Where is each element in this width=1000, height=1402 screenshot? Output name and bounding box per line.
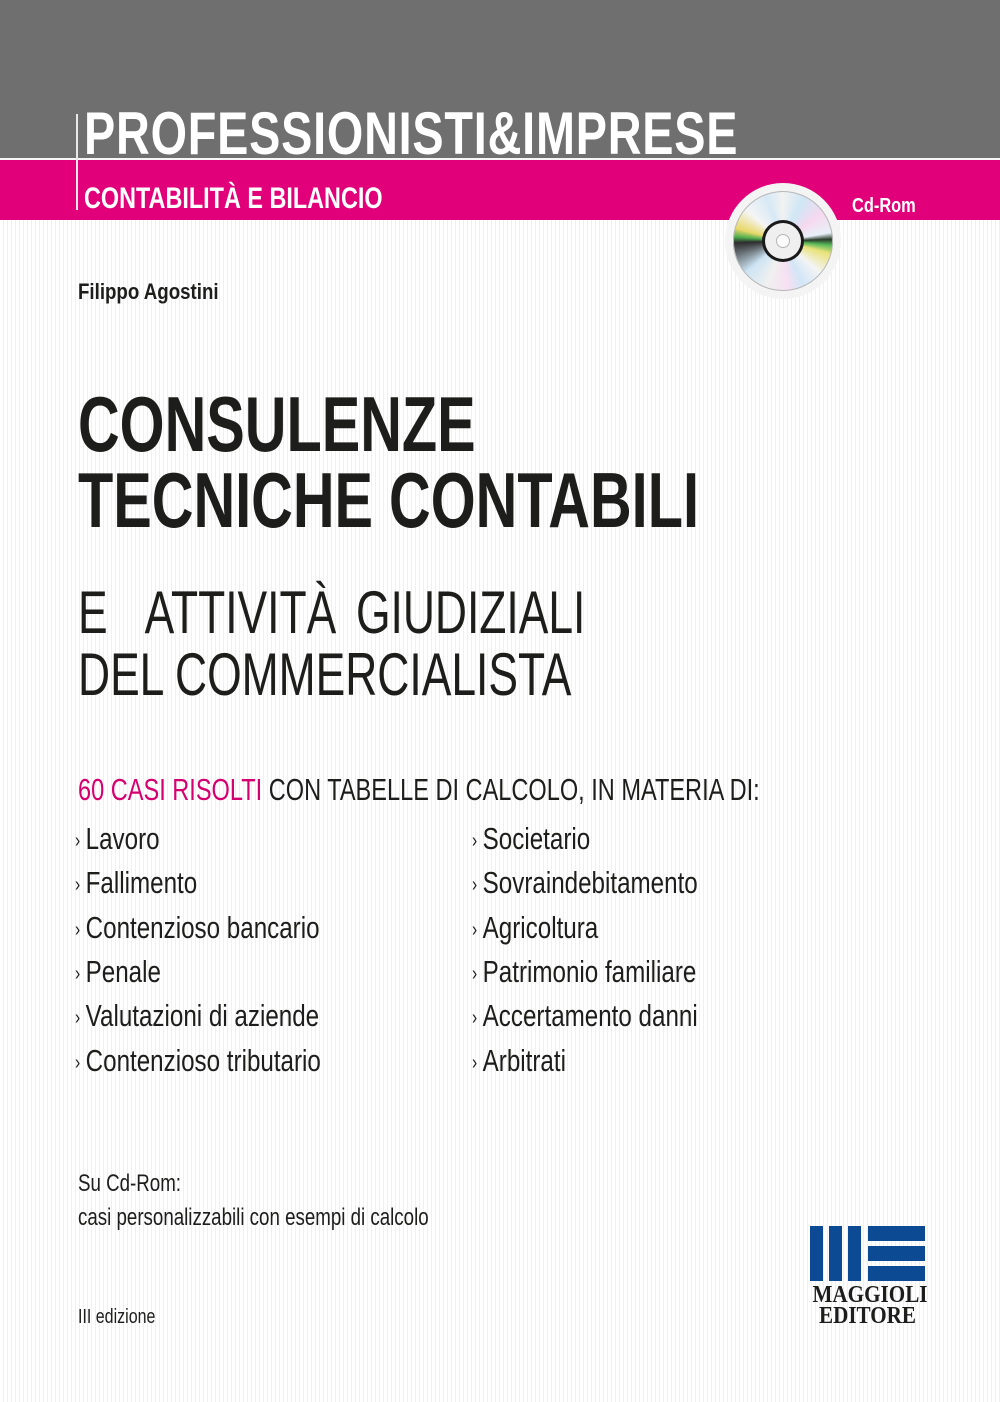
logo-vertical-bar [810,1226,823,1281]
book-title-line: CONSULENZE [78,380,476,468]
publisher-logo [805,1226,930,1328]
chevron-right-icon: › [75,874,81,897]
chevron-right-icon: › [472,1007,478,1030]
cd-hub [765,223,801,259]
topic-label: Accertamento danni [482,998,698,1034]
cd-contents-heading: Su Cd-Rom: [78,1170,181,1197]
topic-label: Patrimonio familiare [482,954,697,990]
list-item [472,906,698,950]
book-title [78,380,699,544]
cd-contents-description: casi personalizzabili con esempi di calcolo [78,1204,429,1231]
list-item [75,994,321,1038]
topic-label: Valutazioni di aziende [85,998,320,1034]
book-subtitle-line: E ATTIVITÀ GIUDIZIALI [78,579,586,646]
logo-horizontal-bar [868,1226,925,1241]
cd-disc-surface [733,191,833,291]
list-item [75,906,321,950]
chevron-right-icon: › [472,963,478,986]
logo-horizontal-bar [868,1246,925,1261]
list-item [472,994,698,1038]
edition-label: III edizione [78,1306,156,1328]
topics-intro-text: CON TABELLE DI CALCOLO, IN MATERIA DI: [262,772,760,807]
topic-label: Penale [85,954,161,990]
topics-intro-highlight: 60 CASI RISOLTI [78,772,263,807]
cd-center-hole [776,234,790,248]
chevron-right-icon: › [75,830,81,853]
publisher-name-line2: EDITORE [818,1303,917,1329]
series-divider-line [76,114,78,210]
topic-label: Agricoltura [482,909,599,945]
topic-label: Sovraindebitamento [482,865,698,901]
chevron-right-icon: › [472,918,478,941]
chevron-right-icon: › [472,1051,478,1074]
list-item [75,950,321,994]
logo-horizontal-bar [868,1266,925,1281]
cdrom-label: Cd-Rom [852,195,916,217]
series-title: PROFESSIONISTI&IMPRESE [84,100,739,167]
list-item [472,950,698,994]
chevron-right-icon: › [75,1051,81,1074]
chevron-right-icon: › [472,874,478,897]
maggioli-logo-icon [810,1226,925,1281]
book-title-line: TECNICHE CONTABILI [78,456,699,544]
topic-label: Societario [482,821,591,857]
series-subtitle: CONTABILITÀ E BILANCIO [84,182,383,215]
cd-disc-icon [725,183,841,299]
topic-label: Lavoro [85,821,160,857]
topic-label: Arbitrati [482,1042,566,1078]
logo-vertical-bar [829,1226,842,1281]
topic-label: Contenzioso bancario [85,909,320,945]
chevron-right-icon: › [75,918,81,941]
chevron-right-icon: › [75,963,81,986]
book-subtitle [78,579,586,708]
chevron-right-icon: › [75,1007,81,1030]
list-item [75,817,321,861]
chevron-right-icon: › [472,830,478,853]
publisher-name-line1: MAGGIOLI [812,1282,928,1308]
cd-contents-note [78,1167,429,1235]
list-item [75,1038,321,1082]
topics-list-left [75,817,321,1083]
topic-label: Contenzioso tributario [85,1042,321,1078]
logo-vertical-bar [848,1226,861,1281]
list-item [472,1038,698,1082]
list-item [75,861,321,905]
topics-intro [78,773,760,807]
book-subtitle-line: DEL COMMERCIALISTA [78,641,572,708]
topics-list-right [472,817,698,1083]
topic-label: Fallimento [85,865,198,901]
list-item [472,861,698,905]
author-name: Filippo Agostini [78,279,219,304]
list-item [472,817,698,861]
